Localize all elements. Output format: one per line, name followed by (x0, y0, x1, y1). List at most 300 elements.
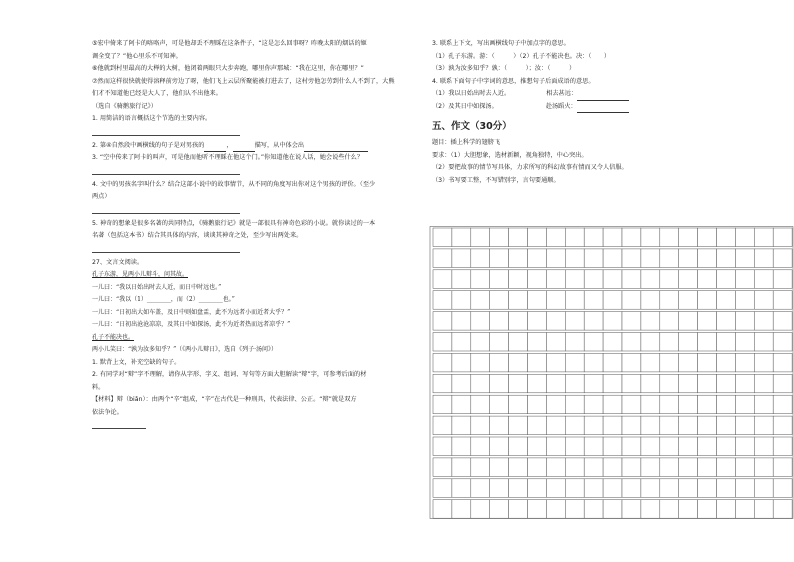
essay-grid-cell[interactable] (452, 395, 471, 414)
essay-topic: 题目：插上科学的翅膀飞 (432, 139, 501, 146)
essay-grid-cell[interactable] (754, 437, 773, 456)
essay-grid-cell[interactable] (509, 374, 528, 393)
essay-grid-cell[interactable] (584, 395, 603, 414)
essay-grid-cell[interactable] (698, 228, 717, 247)
essay-grid-cell[interactable] (471, 228, 490, 247)
essay-grid-cell[interactable] (622, 312, 641, 331)
essay-grid-cell[interactable] (717, 228, 736, 247)
essay-grid-cell[interactable] (546, 437, 565, 456)
essay-grid-cell[interactable] (490, 333, 509, 352)
essay-grid-cell[interactable] (622, 333, 641, 352)
essay-grid-cell[interactable] (509, 500, 528, 519)
essay-grid-cell[interactable] (546, 312, 565, 331)
essay-grid-cell[interactable] (641, 312, 660, 331)
essay-grid-cell[interactable] (565, 228, 584, 247)
essay-grid-cell[interactable] (717, 479, 736, 498)
essay-grid-cell[interactable] (471, 479, 490, 498)
question-5-line-1: 5. 神奇的想象是很多名著的共同特点，《骑鹅旅行记》就是一部很具有神奇色彩的小说。就你读过的一本 (92, 219, 376, 227)
essay-grid-cell[interactable] (679, 353, 698, 372)
essay-grid-cell[interactable] (660, 353, 679, 372)
essay-grid-cell[interactable] (717, 374, 736, 393)
essay-grid-cell[interactable] (452, 270, 471, 289)
essay-grid-cell[interactable] (660, 270, 679, 289)
essay-grid-cell[interactable] (509, 479, 528, 498)
answer-line-q1[interactable] (92, 126, 240, 136)
classical-text-line-4: 一儿曰：“日初出大如车盖，及日中则如盘盂，此不为远者小而近者大乎？” (92, 308, 291, 316)
essay-grid-cell[interactable] (754, 353, 773, 372)
answer-blank-idiom-1[interactable] (577, 92, 629, 101)
section-27-title: 27、文言文阅读。 (92, 258, 144, 266)
essay-grid-cell[interactable] (717, 458, 736, 477)
essay-grid-cell[interactable] (584, 333, 603, 352)
passage-paragraph-7-line-2: 们才不知道他已经是大人了，他们认不出他来。 (92, 90, 222, 97)
classical-text-line-7: 两小儿笑曰：“孰为汝多知乎？”（《两小儿辩日》，选自《列子·汤问》） (92, 346, 278, 353)
essay-grid-cell[interactable] (754, 312, 773, 331)
essay-grid-cell[interactable] (565, 249, 584, 268)
essay-grid-cell[interactable] (528, 479, 547, 498)
essay-grid-cell[interactable] (660, 395, 679, 414)
essay-grid-cell[interactable] (622, 479, 641, 498)
essay-grid-cell[interactable] (754, 479, 773, 498)
essay-grid-cell[interactable] (717, 312, 736, 331)
essay-grid-cell[interactable] (471, 500, 490, 519)
essay-grid-cell[interactable] (490, 249, 509, 268)
essay-grid-cell[interactable] (773, 270, 792, 289)
essay-grid-cell[interactable] (490, 291, 509, 310)
essay-grid-cell[interactable] (773, 333, 792, 352)
essay-grid-cell[interactable] (603, 270, 622, 289)
essay-grid-cell[interactable] (641, 395, 660, 414)
essay-grid-cell[interactable] (452, 228, 471, 247)
essay-grid-cell[interactable] (717, 395, 736, 414)
essay-grid-cell[interactable] (471, 312, 490, 331)
essay-grid-cell[interactable] (735, 479, 754, 498)
essay-grid-cell[interactable] (490, 416, 509, 435)
essay-grid-cell[interactable] (528, 374, 547, 393)
essay-grid-cell[interactable] (471, 291, 490, 310)
essay-grid-cell[interactable] (679, 312, 698, 331)
essay-grid-cell[interactable] (735, 270, 754, 289)
essay-grid-cell[interactable] (471, 270, 490, 289)
essay-grid-cell[interactable] (565, 479, 584, 498)
essay-grid-cell[interactable] (622, 374, 641, 393)
essay-grid-cell[interactable] (603, 458, 622, 477)
left-column (92, 38, 422, 429)
essay-writing-grid[interactable] (429, 226, 794, 520)
essay-grid-cell[interactable] (490, 312, 509, 331)
essay-grid-cell[interactable] (698, 458, 717, 477)
essay-grid-cell[interactable] (641, 374, 660, 393)
essay-grid-cell[interactable] (528, 395, 547, 414)
essay-grid-cell[interactable] (717, 416, 736, 435)
essay-grid-cell[interactable] (660, 312, 679, 331)
essay-grid-cell[interactable] (660, 500, 679, 519)
essay-grid-cell[interactable] (452, 333, 471, 352)
classical-question-1: 1. 默背上文，补充空缺的句子。 (92, 358, 181, 366)
essay-grid-cell[interactable] (584, 437, 603, 456)
essay-grid-cell[interactable] (565, 500, 584, 519)
essay-grid-cell[interactable] (433, 374, 452, 393)
essay-grid-cell[interactable] (528, 437, 547, 456)
essay-grid-cell[interactable] (660, 458, 679, 477)
essay-grid-cell[interactable] (509, 312, 528, 331)
essay-grid-cell[interactable] (679, 374, 698, 393)
essay-grid-cell[interactable] (584, 291, 603, 310)
answer-blank-idiom-2[interactable] (577, 104, 629, 113)
essay-grid-cell[interactable] (735, 228, 754, 247)
essay-grid-cell[interactable] (603, 291, 622, 310)
essay-grid-cell[interactable] (528, 291, 547, 310)
essay-grid-cell[interactable] (584, 353, 603, 372)
essay-grid-cell[interactable] (546, 270, 565, 289)
essay-grid-cell[interactable] (471, 353, 490, 372)
essay-grid-cell[interactable] (584, 312, 603, 331)
essay-grid-cell[interactable] (698, 479, 717, 498)
essay-grid-cell[interactable] (490, 458, 509, 477)
essay-grid-cell[interactable] (698, 437, 717, 456)
essay-grid-cell[interactable] (565, 333, 584, 352)
passage-paragraph-5-line-2: 调全变了？”他心里乐不可知神。 (92, 52, 182, 60)
answer-blank-q2-b[interactable] (233, 143, 255, 152)
essay-grid-cell[interactable] (433, 333, 452, 352)
essay-grid-cell[interactable] (754, 249, 773, 268)
essay-grid-cell[interactable] (603, 374, 622, 393)
essay-grid-cell[interactable] (679, 437, 698, 456)
essay-grid-cell[interactable] (660, 249, 679, 268)
essay-grid-cell[interactable] (735, 353, 754, 372)
essay-grid-cell[interactable] (565, 395, 584, 414)
essay-grid-cell[interactable] (754, 458, 773, 477)
essay-grid-cell[interactable] (509, 437, 528, 456)
essay-grid-cell[interactable] (735, 291, 754, 310)
essay-grid-cell[interactable] (698, 333, 717, 352)
essay-grid-cell[interactable] (546, 249, 565, 268)
essay-grid-cell[interactable] (622, 416, 641, 435)
essay-grid-cell[interactable] (565, 374, 584, 393)
essay-grid-cell[interactable] (509, 291, 528, 310)
essay-grid-cell[interactable] (603, 500, 622, 519)
essay-grid-cell[interactable] (735, 312, 754, 331)
question-3: 3. “空中传来了阿卡的叫声，可是他而他听不理睬在他这个门。”你知道他在说人话，她会说些什么？ (92, 154, 364, 161)
essay-grid-cell[interactable] (528, 312, 547, 331)
essay-grid-cell[interactable] (584, 249, 603, 268)
essay-grid-cell[interactable] (509, 353, 528, 372)
essay-grid-cell[interactable] (565, 458, 584, 477)
essay-grid-cell[interactable] (603, 395, 622, 414)
essay-grid-cell[interactable] (490, 374, 509, 393)
essay-grid-cell[interactable] (471, 437, 490, 456)
essay-grid-cell[interactable] (490, 270, 509, 289)
essay-grid-cell[interactable] (698, 291, 717, 310)
essay-grid-cell[interactable] (433, 395, 452, 414)
essay-grid-cell[interactable] (641, 228, 660, 247)
essay-grid-cell[interactable] (584, 416, 603, 435)
material-line-2: 依法争论。 (92, 408, 123, 416)
essay-grid-cell[interactable] (490, 353, 509, 372)
classical-text-line-3: 一儿曰：“我以（1）________，而（2）________也。” (92, 296, 235, 303)
essay-grid-cell[interactable] (641, 270, 660, 289)
passage-source: （选自《骑鹅旅行记》） (92, 102, 157, 110)
essay-grid-cell[interactable] (735, 333, 754, 352)
essay-grid-cell[interactable] (471, 333, 490, 352)
essay-grid-cell[interactable] (622, 353, 641, 372)
essay-grid-cell[interactable] (584, 270, 603, 289)
essay-grid-cell[interactable] (509, 395, 528, 414)
essay-grid-cell[interactable] (717, 437, 736, 456)
essay-grid-cell[interactable] (773, 437, 792, 456)
classical-question-2-line-1: 2. 有同学对“辩”字不理解，请你从字形、字义、组词、写句等方面大胆解读“辩”字，可参考后面的材 (92, 371, 367, 378)
essay-grid-cell[interactable] (641, 458, 660, 477)
essay-grid-cell[interactable] (546, 479, 565, 498)
essay-grid-cell[interactable] (546, 416, 565, 435)
essay-grid-cell[interactable] (528, 416, 547, 435)
essay-grid-cell[interactable] (603, 228, 622, 247)
essay-grid-cell[interactable] (735, 416, 754, 435)
essay-grid-cell[interactable] (528, 228, 547, 247)
essay-grid-cell[interactable] (452, 374, 471, 393)
essay-grid-cell[interactable] (584, 374, 603, 393)
essay-grid-cell[interactable] (698, 353, 717, 372)
essay-grid-cell[interactable] (452, 291, 471, 310)
essay-grid-cell[interactable] (490, 437, 509, 456)
essay-grid-cell[interactable] (717, 500, 736, 519)
essay-grid-cell[interactable] (528, 458, 547, 477)
answer-line-q3[interactable] (92, 165, 240, 175)
essay-grid-cell[interactable] (773, 458, 792, 477)
essay-grid-cell[interactable] (679, 270, 698, 289)
essay-grid-cell[interactable] (452, 416, 471, 435)
essay-grid-cell[interactable] (471, 416, 490, 435)
essay-grid-cell[interactable] (754, 500, 773, 519)
essay-grid-cell[interactable] (603, 479, 622, 498)
section-five-title: 五、作文（30分） (432, 121, 512, 132)
essay-grid-cell[interactable] (433, 500, 452, 519)
essay-grid-cell[interactable] (433, 458, 452, 477)
essay-grid-cell[interactable] (433, 416, 452, 435)
essay-grid-cell[interactable] (584, 479, 603, 498)
essay-grid-cell[interactable] (528, 500, 547, 519)
essay-grid-cell[interactable] (717, 333, 736, 352)
essay-grid-cell[interactable] (452, 458, 471, 477)
essay-grid-cell[interactable] (584, 500, 603, 519)
essay-grid-cell[interactable] (773, 291, 792, 310)
essay-grid-cell[interactable] (773, 374, 792, 393)
essay-grid-cell[interactable] (754, 228, 773, 247)
essay-grid-cell[interactable] (622, 500, 641, 519)
essay-grid-cell[interactable] (433, 249, 452, 268)
essay-grid-cell[interactable] (735, 437, 754, 456)
essay-grid-cell[interactable] (433, 270, 452, 289)
essay-grid-cell[interactable] (735, 458, 754, 477)
essay-grid-cell[interactable] (679, 500, 698, 519)
essay-grid-cell[interactable] (603, 437, 622, 456)
idiom-2-label: 赴汤蹈火： (545, 102, 577, 110)
essay-grid-cell[interactable] (660, 437, 679, 456)
answer-blank-q2-c[interactable] (304, 143, 368, 152)
essay-grid-cell[interactable] (660, 291, 679, 310)
essay-grid-cell[interactable] (660, 333, 679, 352)
essay-grid-cell[interactable] (471, 374, 490, 393)
question-5-line-2: 名著（包括这本书）结合其具体的内容，谈谈其神奇之处，至少写出两处来。 (92, 232, 303, 239)
answer-blank-q2-a[interactable] (204, 143, 226, 152)
essay-grid-cell[interactable] (698, 395, 717, 414)
essay-grid-cell[interactable] (509, 228, 528, 247)
essay-grid-cell[interactable] (565, 270, 584, 289)
idiom-1-label: 相去甚远： (546, 90, 578, 97)
essay-grid-cell[interactable] (641, 353, 660, 372)
essay-grid-cell[interactable] (433, 437, 452, 456)
essay-grid-cell[interactable] (622, 395, 641, 414)
essay-grid-cell[interactable] (773, 395, 792, 414)
essay-grid-cell[interactable] (471, 395, 490, 414)
essay-grid-cell[interactable] (717, 353, 736, 372)
essay-grid-cell[interactable] (698, 270, 717, 289)
essay-grid-cell[interactable] (546, 500, 565, 519)
essay-grid-cell[interactable] (622, 458, 641, 477)
answer-line-q5[interactable] (92, 243, 240, 253)
answer-line-q4[interactable] (92, 204, 240, 214)
essay-grid-cell[interactable] (660, 374, 679, 393)
essay-grid-cell[interactable] (641, 479, 660, 498)
essay-grid-cell[interactable] (735, 395, 754, 414)
essay-grid-cell[interactable] (754, 395, 773, 414)
essay-grid-cell[interactable] (471, 458, 490, 477)
essay-grid-cell[interactable] (565, 353, 584, 372)
essay-grid-cell[interactable] (546, 395, 565, 414)
essay-grid-cell[interactable] (433, 228, 452, 247)
essay-grid-cell[interactable] (528, 270, 547, 289)
essay-grid-cell[interactable] (679, 291, 698, 310)
essay-grid-cell[interactable] (546, 228, 565, 247)
classical-question-3-part-2: （3）孰为汝多知乎？孰：（ ）；汝：（ ） (432, 65, 576, 72)
essay-grid-cell[interactable] (773, 353, 792, 372)
essay-grid-cell[interactable] (490, 228, 509, 247)
essay-grid-cell[interactable] (698, 312, 717, 331)
essay-grid-svg[interactable] (429, 226, 794, 520)
essay-grid-cell[interactable] (717, 291, 736, 310)
essay-grid-cell[interactable] (452, 479, 471, 498)
question-2-text: 2. 第④自然段中画横线的句子是对男孩的 (92, 141, 205, 149)
essay-grid-cell[interactable] (754, 374, 773, 393)
essay-grid-cell[interactable] (433, 479, 452, 498)
essay-grid-cell[interactable] (546, 458, 565, 477)
essay-grid-cell[interactable] (641, 291, 660, 310)
essay-grid-cell[interactable] (679, 333, 698, 352)
essay-grid-cell[interactable] (603, 333, 622, 352)
essay-grid-cell[interactable] (641, 437, 660, 456)
essay-grid-cell[interactable] (754, 333, 773, 352)
essay-grid-cell[interactable] (546, 353, 565, 372)
essay-grid-cell[interactable] (509, 270, 528, 289)
essay-grid-cell[interactable] (735, 374, 754, 393)
essay-grid-cell[interactable] (546, 374, 565, 393)
essay-grid-cell[interactable] (603, 353, 622, 372)
essay-grid-cell[interactable] (509, 458, 528, 477)
essay-grid-cell[interactable] (509, 333, 528, 352)
essay-grid-cell[interactable] (641, 333, 660, 352)
essay-grid-cell[interactable] (754, 270, 773, 289)
essay-grid-cell[interactable] (509, 416, 528, 435)
essay-grid-cell[interactable] (452, 353, 471, 372)
essay-grid-cell[interactable] (452, 249, 471, 268)
essay-grid-cell[interactable] (452, 500, 471, 519)
essay-grid-cell[interactable] (679, 416, 698, 435)
essay-grid-cell[interactable] (490, 500, 509, 519)
essay-grid-cell[interactable] (565, 312, 584, 331)
essay-grid-cell[interactable] (679, 395, 698, 414)
essay-grid-cell[interactable] (528, 333, 547, 352)
essay-grid-cell[interactable] (433, 291, 452, 310)
essay-grid-cell[interactable] (622, 291, 641, 310)
essay-grid-cell[interactable] (660, 416, 679, 435)
essay-grid-cell[interactable] (698, 416, 717, 435)
essay-grid-cell[interactable] (773, 479, 792, 498)
answer-line-classical-q2[interactable] (92, 419, 146, 429)
essay-grid-cell[interactable] (584, 228, 603, 247)
question-2-mid2: 描写，从中体会出 (254, 141, 305, 149)
essay-grid-cell[interactable] (679, 479, 698, 498)
essay-grid-cell[interactable] (584, 458, 603, 477)
essay-grid-cell[interactable] (773, 249, 792, 268)
essay-grid-cell[interactable] (603, 416, 622, 435)
essay-grid-cell[interactable] (754, 291, 773, 310)
essay-grid-cell[interactable] (546, 291, 565, 310)
essay-grid-cell[interactable] (622, 249, 641, 268)
essay-grid-cell[interactable] (490, 479, 509, 498)
essay-grid-cell[interactable] (660, 228, 679, 247)
essay-grid-cell[interactable] (528, 249, 547, 268)
essay-grid-cell[interactable] (717, 270, 736, 289)
essay-grid-cell[interactable] (622, 270, 641, 289)
essay-grid-cell[interactable] (717, 249, 736, 268)
essay-grid-cell[interactable] (490, 395, 509, 414)
essay-grid-cell[interactable] (679, 458, 698, 477)
essay-grid-cell[interactable] (660, 479, 679, 498)
essay-grid-cell[interactable] (698, 500, 717, 519)
essay-grid-cell[interactable] (698, 374, 717, 393)
essay-grid-cell[interactable] (773, 500, 792, 519)
essay-grid-cell[interactable] (773, 416, 792, 435)
essay-grid-cell[interactable] (698, 249, 717, 268)
essay-grid-cell[interactable] (565, 416, 584, 435)
essay-grid-cell[interactable] (641, 416, 660, 435)
essay-grid-cell[interactable] (735, 249, 754, 268)
essay-grid-cell[interactable] (641, 249, 660, 268)
essay-grid-cell[interactable] (509, 249, 528, 268)
essay-grid-cell[interactable] (679, 249, 698, 268)
essay-grid-cell[interactable] (452, 312, 471, 331)
essay-grid-cell[interactable] (565, 291, 584, 310)
essay-grid-cell[interactable] (471, 249, 490, 268)
essay-grid-cell[interactable] (773, 312, 792, 331)
essay-grid-cell[interactable] (735, 500, 754, 519)
essay-grid-cell[interactable] (565, 437, 584, 456)
essay-grid-cell[interactable] (452, 437, 471, 456)
essay-grid-cell[interactable] (603, 249, 622, 268)
essay-grid-cell[interactable] (754, 416, 773, 435)
essay-grid-cell[interactable] (679, 228, 698, 247)
essay-grid-cell[interactable] (546, 333, 565, 352)
idiom-sentence-1: （1）我以日始出时去人近。 (432, 90, 511, 97)
essay-grid-cell[interactable] (622, 437, 641, 456)
essay-grid-cell[interactable] (622, 228, 641, 247)
essay-grid-cell[interactable] (641, 500, 660, 519)
essay-grid-cell[interactable] (528, 353, 547, 372)
essay-grid-cell[interactable] (773, 228, 792, 247)
essay-grid-cell[interactable] (433, 312, 452, 331)
essay-grid-cell[interactable] (603, 312, 622, 331)
essay-grid-cell[interactable] (433, 353, 452, 372)
